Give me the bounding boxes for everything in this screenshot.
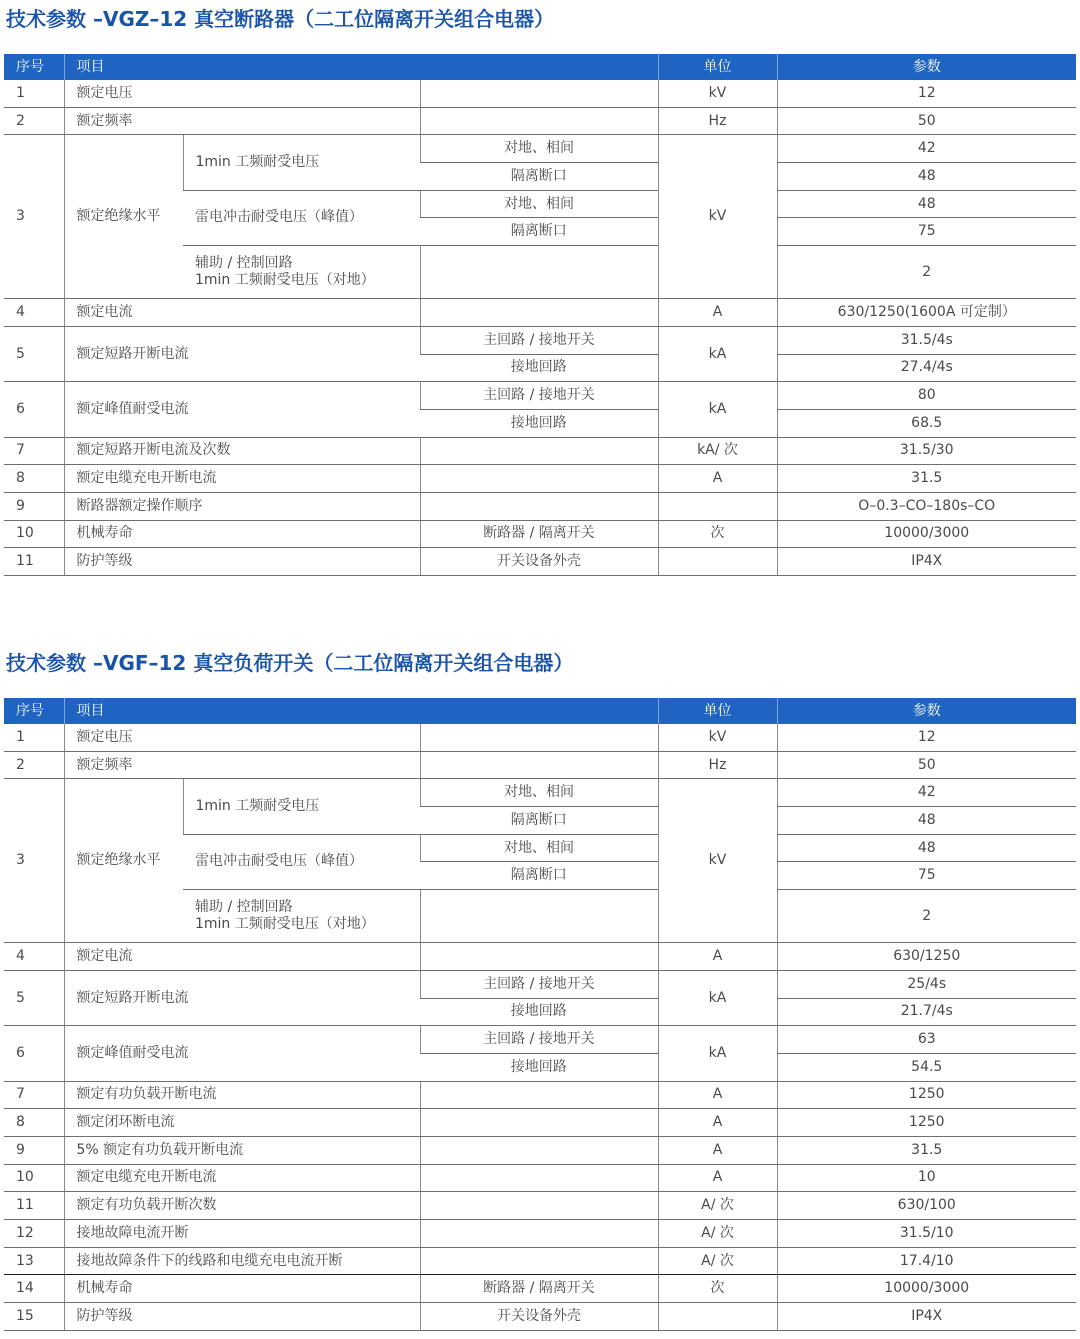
row-no: 10 [4,1164,64,1192]
row-unit: kA [658,382,777,437]
row-unit: kV [658,135,777,299]
row-unit: A/ 次 [658,1247,777,1275]
row-item: 额定峰值耐受电流 [64,382,420,437]
row-item: 额定短路开断电流及次数 [64,437,420,465]
table-row [4,1303,1076,1331]
row-unit: A [658,1164,777,1192]
row-no: 11 [4,548,64,576]
header-item: 项目 [64,698,658,724]
row-sub [420,1247,658,1275]
row-item: 额定电流 [64,943,420,971]
row-value: 31.5 [777,1136,1076,1164]
row-sub [420,943,658,971]
row-value: 42 [777,135,1076,163]
row-value: 63 [777,1026,1076,1054]
row-unit: kV [658,779,777,943]
row-item: 额定电流 [64,299,420,327]
row-unit [658,548,777,576]
row-no: 13 [4,1247,64,1275]
row-sub: 主回路 / 接地开关 [420,1026,658,1054]
row-item: 额定频率 [64,751,420,779]
row-value: 48 [777,807,1076,835]
row-subitem [183,890,420,943]
row-no: 3 [4,135,64,299]
row-sub [420,107,658,135]
row-sub [420,246,658,299]
row-no: 14 [4,1275,64,1303]
table-row [4,1136,1076,1164]
row-sub [420,492,658,520]
row-no: 12 [4,1220,64,1248]
row-value: 12 [777,80,1076,107]
vgf12-spec-table [4,698,1076,1331]
row-unit: Hz [658,107,777,135]
row-no: 2 [4,751,64,779]
row-value: 2 [777,890,1076,943]
row-value: 54.5 [777,1053,1076,1081]
table-row [4,326,1076,354]
row-value: O–0.3–CO–180s–CO [777,492,1076,520]
row-no: 4 [4,943,64,971]
row-sub: 接地回路 [420,1053,658,1081]
row-no: 1 [4,80,64,107]
row-item: 额定电缆充电开断电流 [64,1164,420,1192]
table1-title: 技术参数 –VGZ–12 真空断路器（二工位隔离开关组合电器） [6,7,555,31]
aux-line-2: 1min 工频耐受电压（对地） [195,916,375,933]
row-value: IP4X [777,548,1076,576]
row-sub [420,1109,658,1137]
row-no: 6 [4,1026,64,1081]
table-row [4,1247,1076,1275]
vgz12-spec-table [4,54,1076,576]
row-sub [420,890,658,943]
row-no: 6 [4,382,64,437]
table-row [4,1109,1076,1137]
row-value: 10 [777,1164,1076,1192]
row-no: 4 [4,299,64,327]
row-item: 额定绝缘水平 [64,135,183,299]
row-value: 25/4s [777,970,1076,998]
row-sub: 对地、相间 [420,834,658,862]
row-no: 2 [4,107,64,135]
row-item: 防护等级 [64,548,420,576]
row-sub: 对地、相间 [420,135,658,163]
row-value: 31.5/4s [777,326,1076,354]
row-item: 额定闭环断电流 [64,1109,420,1137]
row-no: 8 [4,1109,64,1137]
row-item: 机械寿命 [64,520,420,548]
aux-line-1: 辅助 / 控制回路 [195,899,293,916]
row-unit: Hz [658,751,777,779]
table-row [4,299,1076,327]
row-item: 额定绝缘水平 [64,779,183,943]
header-param: 参数 [777,54,1076,80]
table-row [4,437,1076,465]
table-row [4,135,1076,163]
header-unit: 单位 [658,698,777,724]
row-unit: A [658,943,777,971]
row-item: 额定电压 [64,724,420,751]
row-sub: 对地、相间 [420,779,658,807]
table-row [4,80,1076,107]
row-item: 额定电压 [64,80,420,107]
row-item: 额定频率 [64,107,420,135]
row-sub [420,1136,658,1164]
row-value: 12 [777,724,1076,751]
row-item: 额定有功负载开断电流 [64,1081,420,1109]
row-value: 2 [777,246,1076,299]
row-item: 额定有功负载开断次数 [64,1192,420,1220]
row-item: 额定短路开断电流 [64,970,420,1025]
row-subitem: 雷电冲击耐受电压（峰值） [183,190,420,245]
row-value: 48 [777,834,1076,862]
row-item: 5% 额定有功负载开断电流 [64,1136,420,1164]
row-no: 15 [4,1303,64,1331]
row-value: 630/1250 [777,943,1076,971]
row-sub [420,299,658,327]
row-unit: A [658,1081,777,1109]
row-value: 21.7/4s [777,998,1076,1026]
table-row [4,465,1076,493]
row-unit: 次 [658,520,777,548]
row-value: 68.5 [777,409,1076,437]
row-sub: 开关设备外壳 [420,1303,658,1331]
row-no: 9 [4,1136,64,1164]
row-item: 机械寿命 [64,1275,420,1303]
row-unit: kA/ 次 [658,437,777,465]
table-row [4,548,1076,576]
header-no: 序号 [4,54,64,80]
row-value: 1250 [777,1081,1076,1109]
aux-line-1: 辅助 / 控制回路 [195,255,293,272]
row-unit: A [658,465,777,493]
row-value: 50 [777,107,1076,135]
row-value: 10000/3000 [777,1275,1076,1303]
header-no: 序号 [4,698,64,724]
row-value: 48 [777,190,1076,218]
table-row [4,779,1076,807]
row-unit: kV [658,724,777,751]
row-item: 接地故障电流开断 [64,1220,420,1248]
row-value: 42 [777,779,1076,807]
row-unit: A [658,1109,777,1137]
row-item: 断路器额定操作顺序 [64,492,420,520]
row-sub: 断路器 / 隔离开关 [420,1275,658,1303]
row-sub [420,465,658,493]
table-row [4,382,1076,410]
header-item: 项目 [64,54,658,80]
row-sub [420,80,658,107]
row-sub [420,1192,658,1220]
row-sub: 接地回路 [420,998,658,1026]
row-sub: 断路器 / 隔离开关 [420,520,658,548]
row-unit: 次 [658,1275,777,1303]
row-no: 5 [4,326,64,381]
row-value: 10000/3000 [777,520,1076,548]
row-sub [420,437,658,465]
row-sub: 接地回路 [420,409,658,437]
row-subitem [183,246,420,299]
row-no: 7 [4,1081,64,1109]
row-no: 10 [4,520,64,548]
row-sub: 开关设备外壳 [420,548,658,576]
row-sub: 主回路 / 接地开关 [420,970,658,998]
table-row [4,1164,1076,1192]
table-row [4,1275,1076,1303]
row-subitem: 雷电冲击耐受电压（峰值） [183,834,420,889]
row-subitem: 1min 工频耐受电压 [183,135,420,190]
table-row [4,724,1076,751]
table-row [4,1192,1076,1220]
row-sub: 接地回路 [420,354,658,382]
row-sub: 隔离断口 [420,163,658,191]
table-row [4,1220,1076,1248]
row-value: 31.5/10 [777,1220,1076,1248]
row-no: 1 [4,724,64,751]
row-no: 3 [4,779,64,943]
row-unit: kA [658,970,777,1025]
table-row [4,107,1076,135]
table-row [4,1026,1076,1054]
row-no: 8 [4,465,64,493]
row-sub: 对地、相间 [420,190,658,218]
header-unit: 单位 [658,54,777,80]
row-unit [658,1303,777,1331]
row-sub: 主回路 / 接地开关 [420,382,658,410]
row-unit: A [658,1136,777,1164]
row-value: 1250 [777,1109,1076,1137]
row-item: 防护等级 [64,1303,420,1331]
row-subitem: 1min 工频耐受电压 [183,779,420,834]
table-row [4,751,1076,779]
table-header-row [4,698,1076,724]
row-value: 630/1250(1600A 可定制） [777,299,1076,327]
row-item: 接地故障条件下的线路和电缆充电电流开断 [64,1247,420,1275]
row-sub: 隔离断口 [420,807,658,835]
table-row [4,520,1076,548]
row-item: 额定峰值耐受电流 [64,1026,420,1081]
table2-title: 技术参数 –VGF–12 真空负荷开关（二工位隔离开关组合电器） [6,651,574,675]
aux-line-2: 1min 工频耐受电压（对地） [195,272,375,289]
row-sub: 隔离断口 [420,862,658,890]
row-sub [420,751,658,779]
row-no: 5 [4,970,64,1025]
row-unit: A [658,299,777,327]
row-sub: 主回路 / 接地开关 [420,326,658,354]
row-unit: kA [658,326,777,381]
table-row [4,492,1076,520]
row-value: 630/100 [777,1192,1076,1220]
row-unit: A/ 次 [658,1220,777,1248]
row-value: 75 [777,218,1076,246]
row-unit: kV [658,80,777,107]
row-value: 27.4/4s [777,354,1076,382]
row-value: 48 [777,163,1076,191]
row-value: 75 [777,862,1076,890]
table-row [4,970,1076,998]
table-header-row [4,54,1076,80]
row-sub [420,1220,658,1248]
row-value: 80 [777,382,1076,410]
row-unit: A/ 次 [658,1192,777,1220]
row-no: 11 [4,1192,64,1220]
row-sub [420,724,658,751]
table-row [4,943,1076,971]
row-value: 31.5 [777,465,1076,493]
table-row [4,1081,1076,1109]
row-value: 50 [777,751,1076,779]
row-value: 17.4/10 [777,1247,1076,1275]
row-unit: kA [658,1026,777,1081]
row-sub [420,1164,658,1192]
row-sub: 隔离断口 [420,218,658,246]
row-no: 7 [4,437,64,465]
row-item: 额定短路开断电流 [64,326,420,381]
row-no: 9 [4,492,64,520]
row-value: IP4X [777,1303,1076,1331]
header-param: 参数 [777,698,1076,724]
row-sub [420,1081,658,1109]
row-unit [658,492,777,520]
row-value: 31.5/30 [777,437,1076,465]
row-item: 额定电缆充电开断电流 [64,465,420,493]
